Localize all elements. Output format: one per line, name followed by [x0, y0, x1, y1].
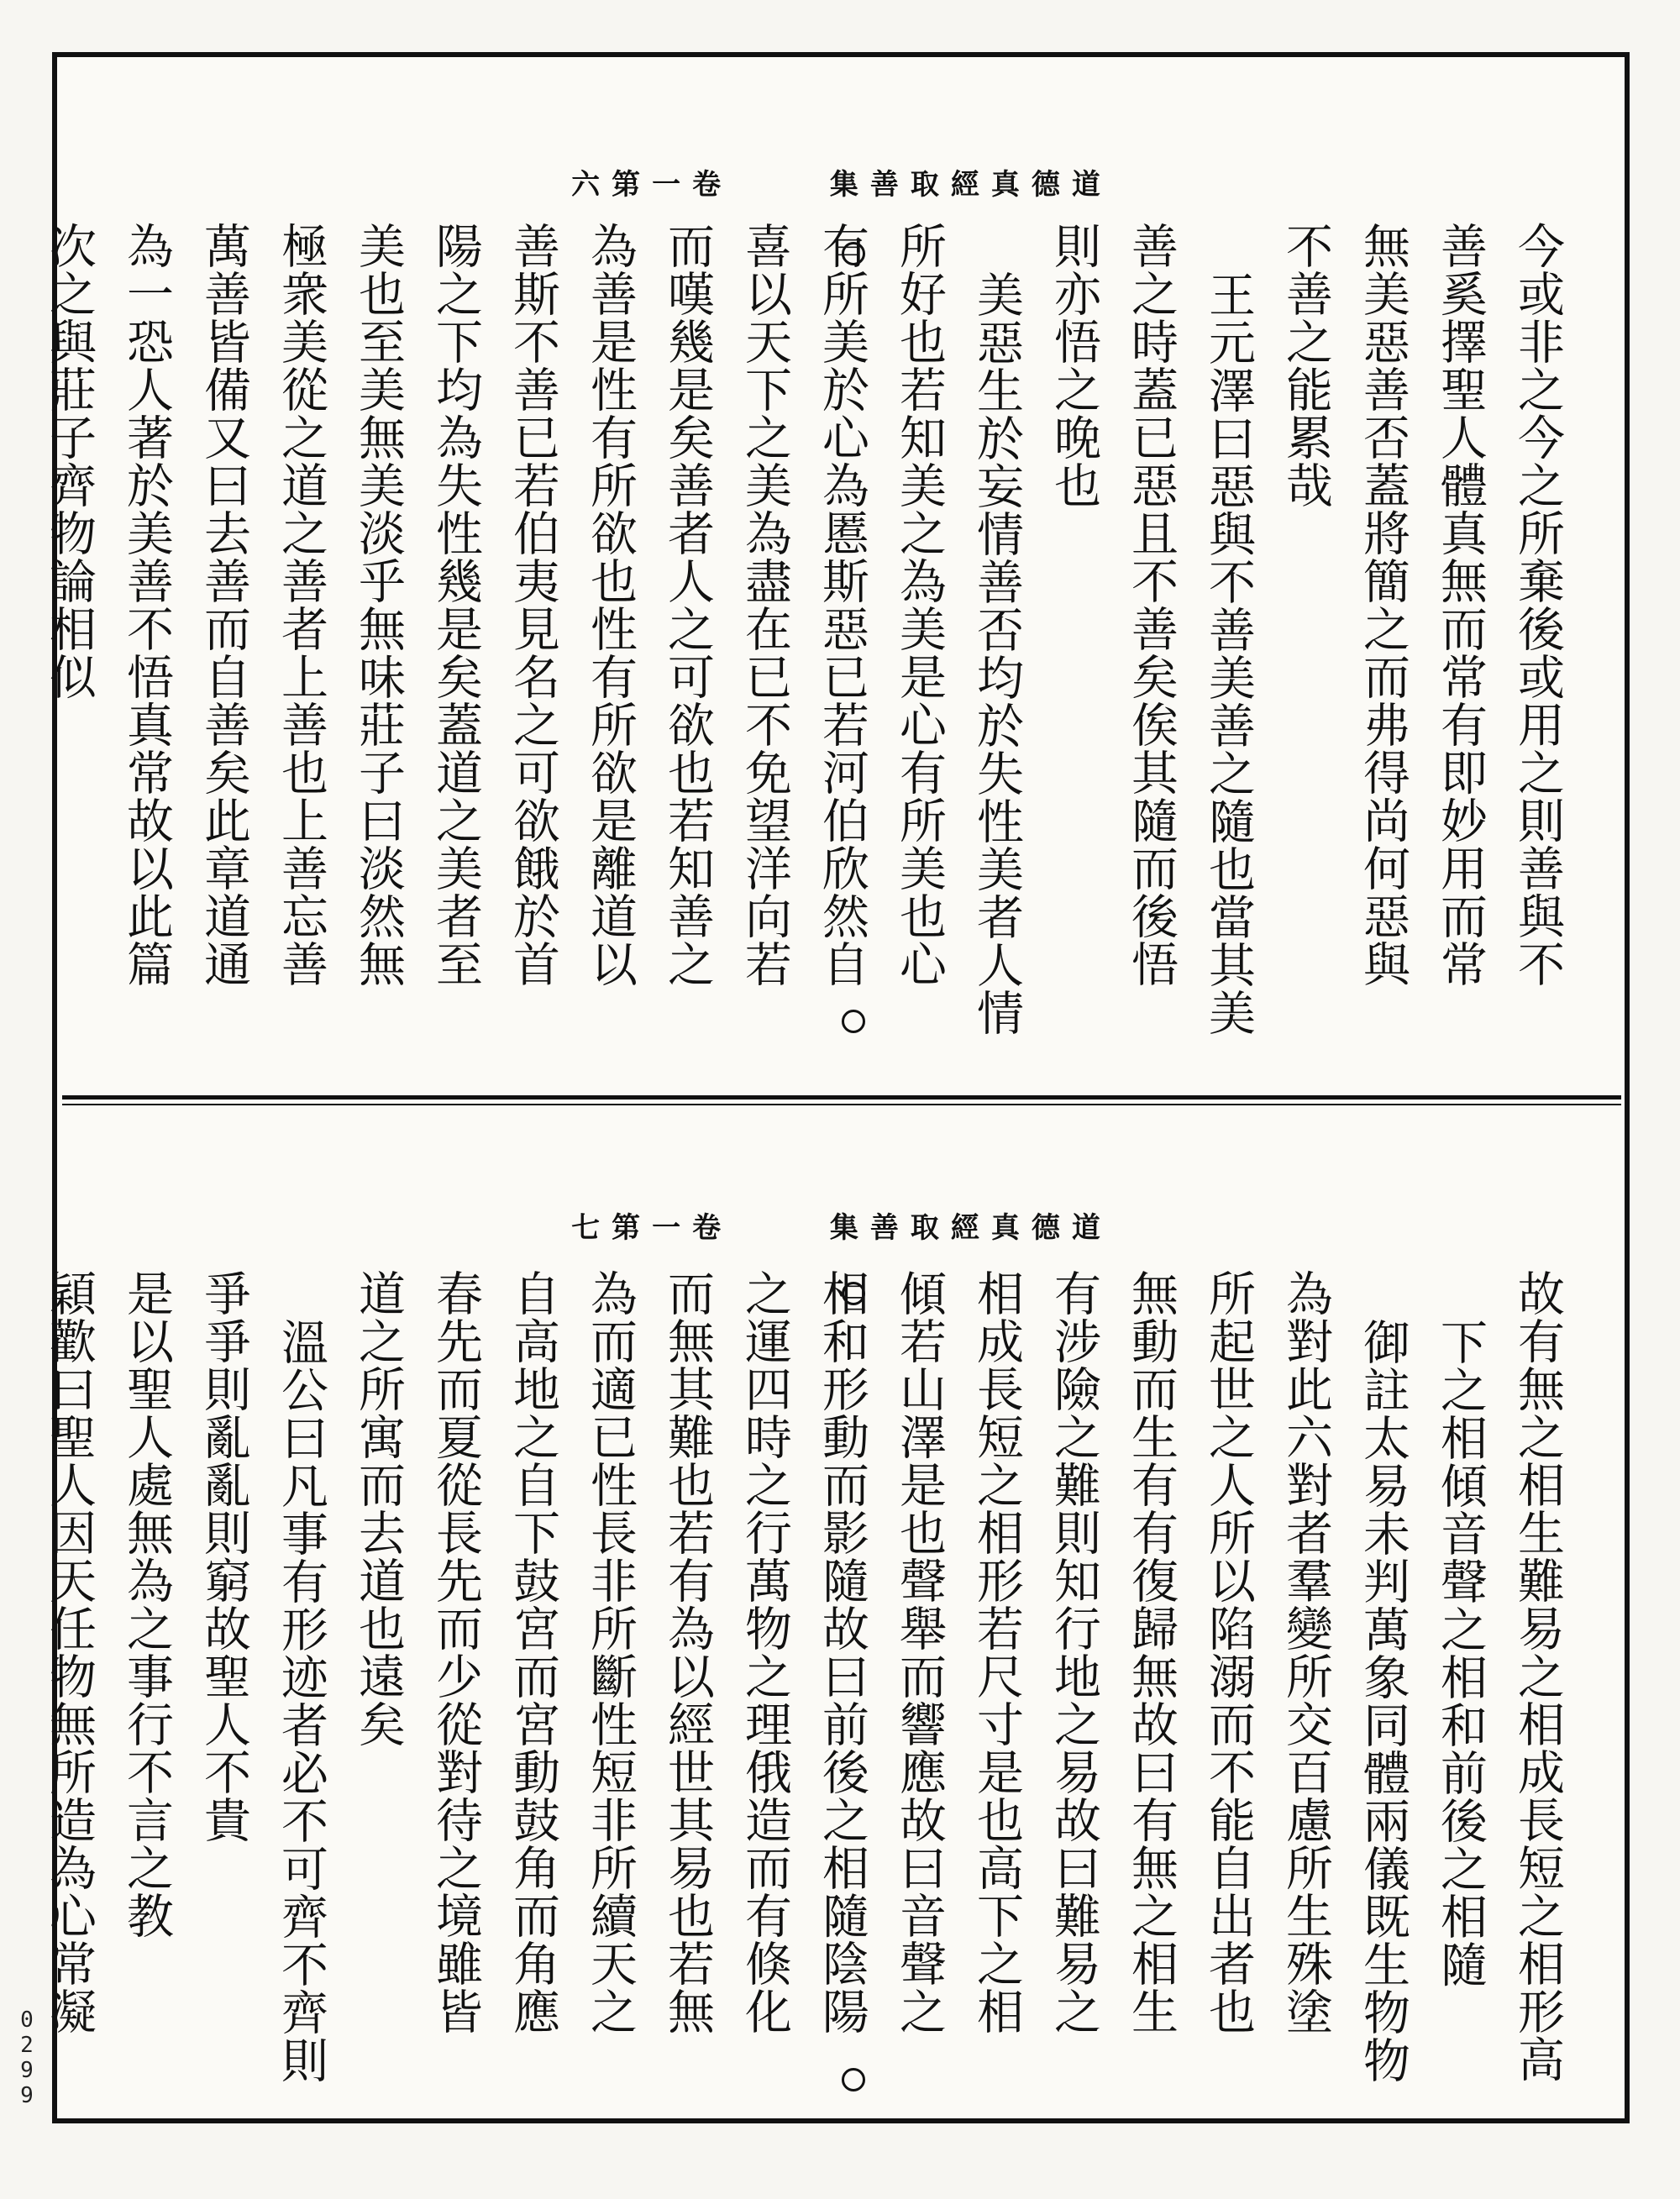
- page-frame: [42, 52, 1630, 2123]
- bottom-running-header: [62, 1204, 1621, 1246]
- text-column: 陽之下均為失性幾是矣蓋道之美者至: [428, 222, 483, 988]
- text-column: 喜以天下之美為盡在已不免望洋向若: [738, 222, 792, 988]
- text-column: 有所美於心為慝斯惡已若河伯欣然自: [815, 222, 869, 988]
- text-column: 是以聖人處無為之事行不言之教: [119, 1269, 174, 1939]
- text-column: 之運四時之行萬物之理俄造而有倏化: [738, 1269, 792, 2035]
- text-column: 極衆美從之道之善者上善也上善忘善: [274, 222, 328, 988]
- page-number-digit: 2: [20, 2033, 34, 2058]
- text-column: 不善之能累哉: [1278, 222, 1333, 509]
- text-column: 為善是性有所欲也性有所欲是離道以: [583, 222, 638, 988]
- text-column: 善斯不善已若伯夷見名之可欲餓於首: [506, 222, 560, 988]
- text-column: 善奚擇聖人體真無而常有即妙用而常: [1433, 222, 1488, 988]
- text-column: 有涉險之難則知行地之易故曰難易之: [1047, 1269, 1101, 2035]
- text-column: 爭爭則亂亂則窮故聖人不貴: [197, 1269, 251, 1844]
- text-column: 春先而夏從長先而少從對待之境雖皆: [428, 1269, 483, 2035]
- text-column: 穎歡曰聖人因天任物無所造為心常凝: [42, 1269, 97, 2035]
- page-number-digit: 0: [20, 2007, 34, 2033]
- top-header-volume: 六第一卷: [571, 168, 733, 202]
- top-text-columns: [32, 222, 1571, 1062]
- bottom-header-title: 集善取經真德道: [829, 1211, 1112, 1245]
- text-column: 自高地之自下鼓宮而宮動鼓角而角應: [506, 1269, 560, 2035]
- bottom-header-volume: 七第一卷: [571, 1211, 733, 1245]
- text-column: 無美惡善否蓋將簡之而弗得尚何惡與: [1356, 222, 1410, 988]
- text-column: 傾若山澤是也聲舉而響應故曰音聲之: [892, 1269, 947, 2035]
- text-column: 而嘆幾是矣善者人之可欲也若知善之: [660, 222, 715, 988]
- text-column: 而無其難也若有為以經世其易也若無: [660, 1269, 715, 2035]
- text-column: 萬善皆備又曰去善而自善矣此章道通: [197, 222, 251, 988]
- text-column: 為一恐人著於美善不悟真常故以此篇: [119, 222, 174, 988]
- text-column: 則亦悟之晚也: [1047, 222, 1101, 509]
- text-column: 今或非之今之所棄後或用之則善與不: [1510, 222, 1565, 988]
- text-column: 故有無之相生難易之相成長短之相形高: [1510, 1269, 1565, 2083]
- text-column: 美也至美無美淡乎無味莊子曰淡然無: [351, 222, 406, 988]
- bottom-text-columns: [32, 1269, 1571, 2084]
- top-header-title: 集善取經真德道: [829, 168, 1112, 202]
- text-column: 王元澤曰惡與不善美善之隨也當其美: [1201, 270, 1256, 1037]
- text-column: 次之與莊子齊物論相似: [42, 222, 97, 701]
- text-column: 相成長短之相形若尺寸是也高下之相: [969, 1269, 1024, 2035]
- text-column: 善之時蓋已惡且不善矣俟其隨而後悟: [1124, 222, 1179, 988]
- page-number-digit: 9: [20, 2083, 34, 2108]
- text-column: 御註太易未判萬象同體兩儀既生物物: [1356, 1318, 1410, 2084]
- text-column: 所好也若知美之為美是心有所美也心: [892, 222, 947, 988]
- text-column: 溫公曰凡事有形迹者必不可齊不齊則: [274, 1318, 328, 2084]
- text-column: 所起世之人所以陷溺而不能自出者也: [1201, 1269, 1256, 2035]
- top-running-header: [62, 161, 1621, 202]
- text-column: 為對此六對者羣變所交百慮所生殊塗: [1278, 1269, 1333, 2035]
- page-number: [17, 2007, 37, 2108]
- top-panel: [42, 62, 1621, 1100]
- text-column: 相和形動而影隨故曰前後之相隨陰陽: [815, 1269, 869, 2035]
- text-column: 無動而生有有復歸無故曰有無之相生: [1124, 1269, 1179, 2035]
- text-column: 為而適已性長非所斷性短非所續天之: [583, 1269, 638, 2035]
- text-column: 下之相傾音聲之相和前後之相隨: [1433, 1318, 1488, 1988]
- bottom-panel: [42, 1104, 1621, 2118]
- text-column: 美惡生於妄情善否均於失性美者人情: [969, 270, 1024, 1037]
- text-column: 道之所寓而去道也遠矣: [351, 1269, 406, 1748]
- page-number-digit: 9: [20, 2058, 34, 2083]
